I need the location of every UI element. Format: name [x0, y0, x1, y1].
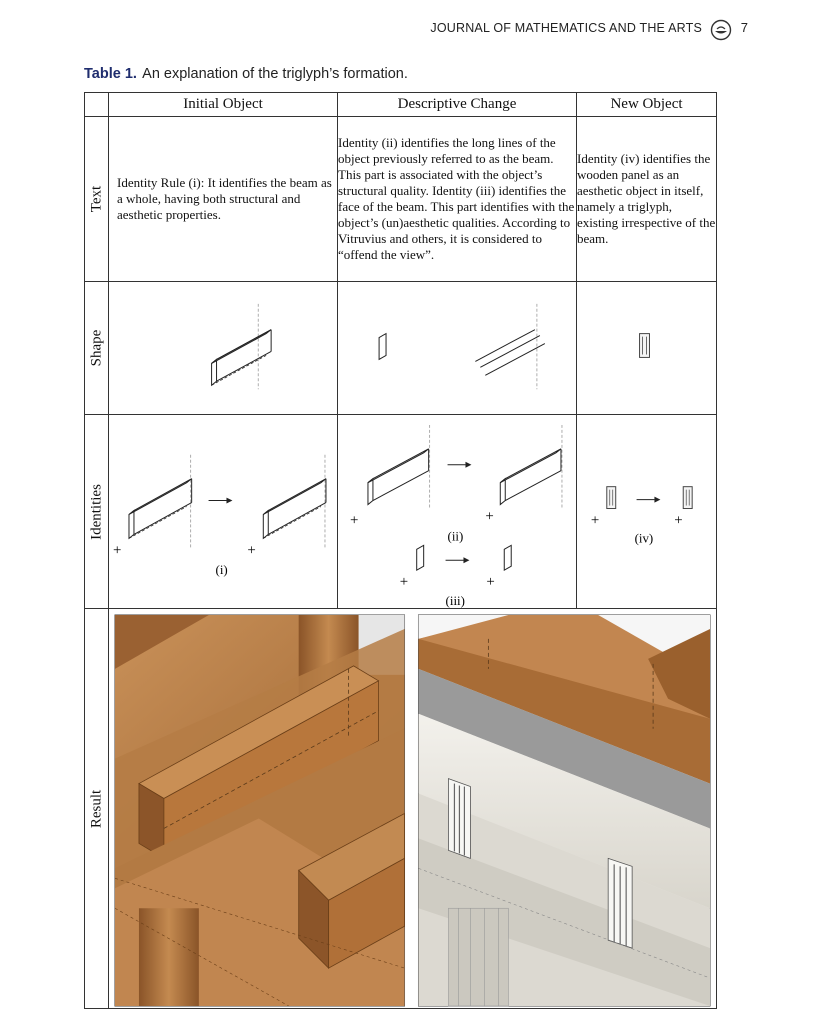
result-renderings — [109, 609, 716, 1008]
journal-title: JOURNAL OF MATHEMATICS AND THE ARTS — [430, 21, 702, 35]
plus-sign: + — [486, 574, 495, 591]
beam-left-icon — [129, 455, 192, 550]
identity-i-cell — [109, 415, 338, 609]
running-header — [0, 18, 836, 42]
row-header-shape: Shape — [85, 282, 109, 415]
shape-initial-cell — [109, 282, 338, 415]
text-new: Identity (iv) identifies the wooden panel as an aesthetic object in itself, namely a triglyph, existing irrespective of the beam. — [577, 117, 717, 282]
text-change: Identity (ii) identifies the long lines of the object previously referred to as the beam. This part is associated with the object’s structural quality. Identity (iii) identifies the face of the beam. This part identifies with the object’s (un)aesthetic qualities. According to Vitruvius and others, it is considered to “offend the view”. — [338, 117, 577, 282]
marble-frieze-render — [418, 615, 710, 1006]
identity-i-diagram — [109, 415, 337, 608]
identity-iv-label: (iv) — [634, 531, 654, 546]
plus-sign: + — [113, 542, 122, 559]
plus-sign: + — [399, 574, 409, 591]
triglyph-render-2 — [608, 858, 632, 948]
plus-sign: + — [485, 508, 494, 525]
plus-sign: + — [247, 542, 256, 559]
triglyph-right-icon — [683, 487, 692, 509]
row-header-text: Text — [85, 117, 109, 282]
identity-ii-label: (ii) — [447, 528, 464, 544]
row-header-identities: Identities — [85, 415, 109, 609]
triglyph-table — [84, 92, 717, 1009]
identity-iv-cell — [577, 415, 717, 609]
journal-logo-icon — [710, 19, 732, 41]
identity-iv-diagram — [577, 415, 716, 608]
face-and-lines-shape — [338, 282, 576, 414]
triglyph-render-1 — [448, 779, 470, 859]
table-caption — [84, 66, 408, 82]
row-header-result: Result — [85, 609, 109, 1009]
text-initial: Identity Rule (i): It identifies the beam as a whole, having both structural and aesthetic properties. — [109, 117, 338, 282]
beam-ii-right-icon — [500, 425, 562, 510]
identity-ii-iii-diagram — [338, 415, 576, 608]
col-header-initial: Initial Object — [109, 93, 338, 117]
identity-i-label: (i) — [215, 562, 228, 578]
caption-text: An explanation of the triglyph’s formation. — [142, 66, 408, 82]
beam-right-icon — [263, 455, 326, 550]
shape-new-cell — [577, 282, 717, 415]
beam-shape — [109, 282, 337, 414]
plus-sign: + — [350, 512, 359, 529]
triglyph-shape — [577, 282, 716, 414]
col-header-new: New Object — [577, 93, 717, 117]
wooden-structure-render — [115, 615, 405, 1006]
col-header-change: Descriptive Change — [338, 93, 577, 117]
identity-ii-iii-cell — [338, 415, 577, 609]
triglyph-left-icon — [607, 487, 616, 509]
result-cell — [109, 609, 717, 1009]
plus-sign: + — [674, 512, 683, 529]
caption-label: Table 1. — [84, 66, 137, 82]
page-number: 7 — [740, 20, 748, 35]
shape-change-cell — [338, 282, 577, 415]
beam-ii-left-icon — [368, 425, 430, 510]
face-iii-right-icon — [504, 545, 511, 570]
identity-iii-label: (iii) — [445, 593, 465, 608]
corner-cell — [85, 93, 109, 117]
plus-sign: + — [590, 512, 600, 529]
face-iii-left-icon — [417, 545, 424, 570]
